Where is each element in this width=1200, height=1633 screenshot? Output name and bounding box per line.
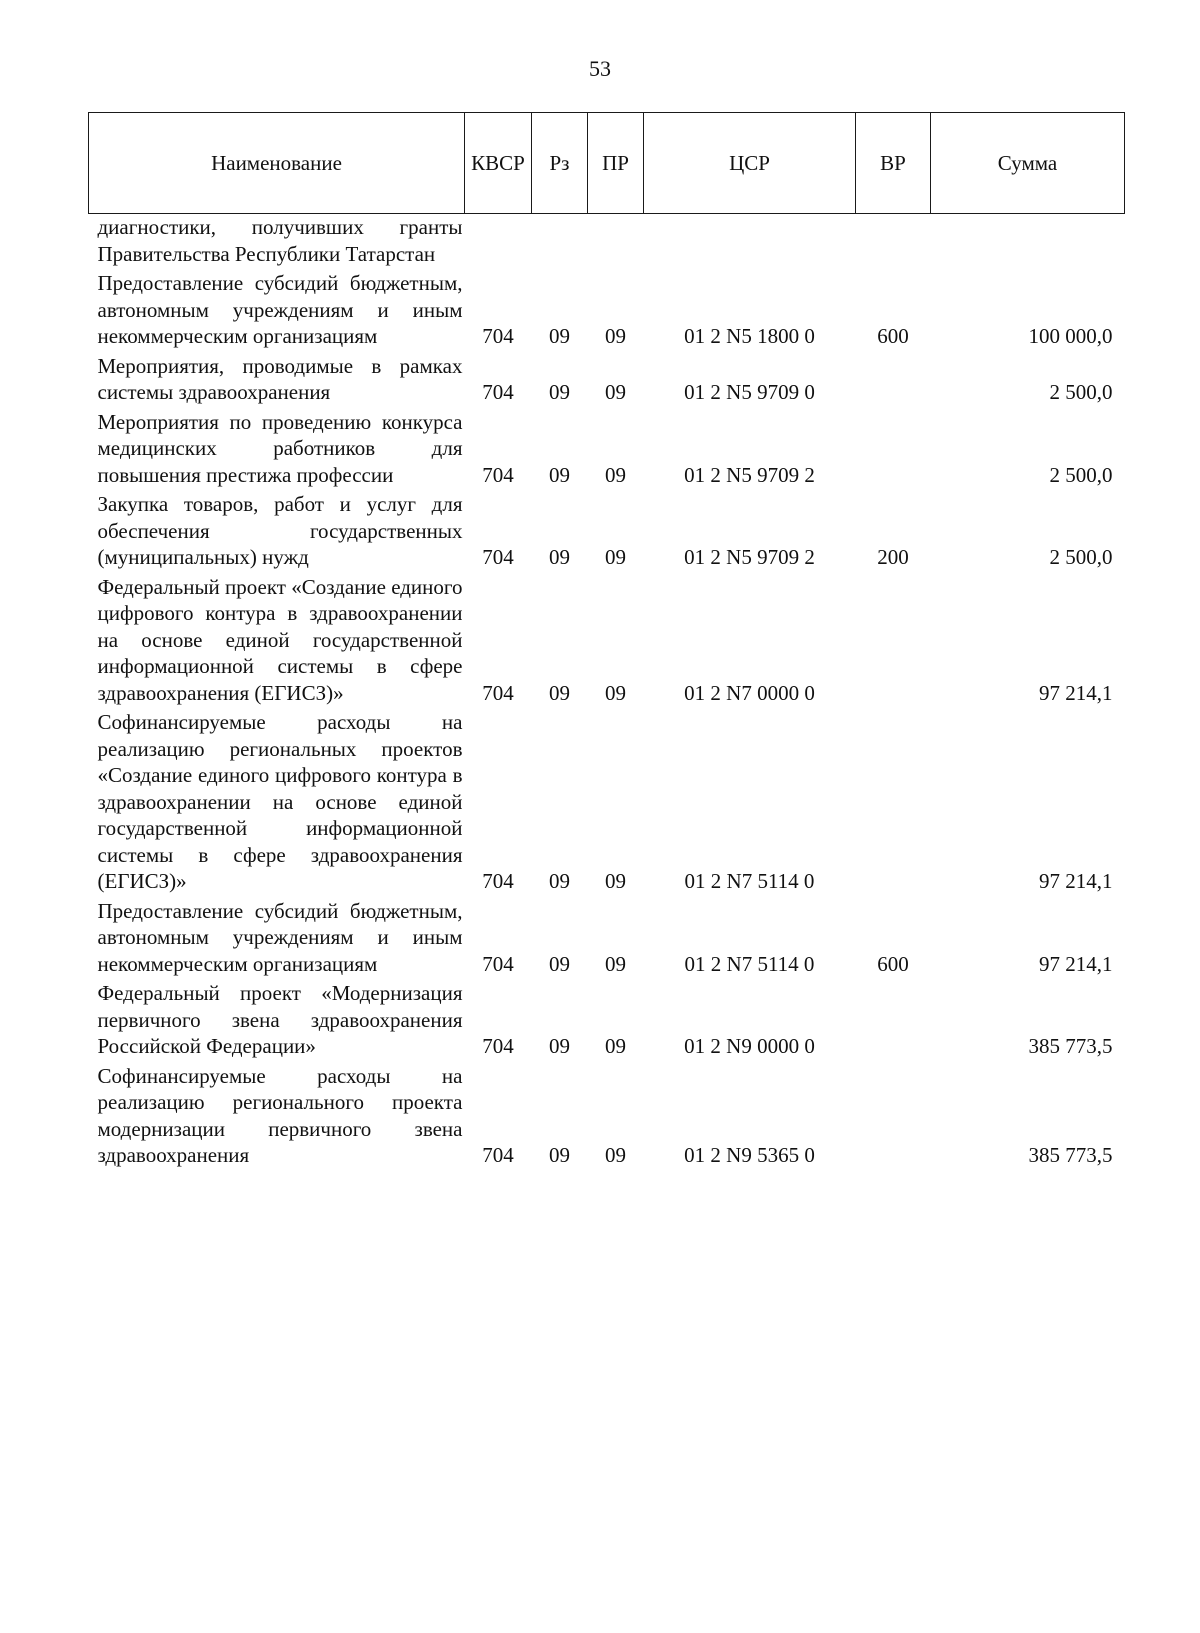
cell-vr: [856, 353, 931, 409]
cell-name: Закупка товаров, работ и услуг для обеспечения государственных (муниципальных) нужд: [97, 492, 463, 569]
cell-pr: 09: [605, 462, 626, 487]
table-row: [89, 898, 1125, 981]
cell-rz: 09: [549, 680, 570, 705]
cell-pr: 09: [605, 680, 626, 705]
cell-sum: 100 000,0: [1028, 324, 1113, 348]
table-row: [89, 574, 1125, 710]
cell-pr: 09: [605, 545, 626, 569]
cell-pr: [588, 214, 644, 271]
cell-csr: 01 2 N7 5114 0: [684, 869, 815, 893]
cell-name: Предоставление субсидий бюджетным, автономным учреждениям и иным некоммерческим организациям: [97, 898, 463, 976]
cell-kvsr: 704: [482, 545, 514, 569]
table-body: [89, 214, 1125, 1172]
cell-csr: 01 2 N9 0000 0: [684, 1034, 815, 1058]
cell-csr: 01 2 N9 5365 0: [684, 1143, 815, 1167]
cell-csr: 01 2 N5 9709 0: [684, 380, 815, 404]
cell-kvsr: [465, 214, 532, 271]
cell-sum: [931, 214, 1125, 271]
table-row: [89, 1063, 1125, 1172]
cell-pr: 09: [605, 380, 626, 404]
cell-sum: 385 773,5: [1028, 1034, 1113, 1058]
cell-name: Софинансируемые расходы на реализацию регионального проекта модернизации первичного звена здравоохранения: [97, 1063, 463, 1167]
table-row: [89, 270, 1125, 353]
header-sum: Сумма: [931, 113, 1125, 214]
cell-kvsr: 704: [482, 680, 514, 705]
cell-name: Федеральный проект «Создание единого цифрового контура в здравоохранении на основе единой государственной информационной системы в сфере здравоохранения (ЕГИСЗ)»: [97, 574, 463, 705]
header-row: [89, 113, 1125, 214]
page-number: 53: [589, 56, 611, 81]
header-name: Наименование: [89, 113, 465, 214]
header-csr: ЦСР: [644, 113, 856, 214]
table-row: [89, 353, 1125, 409]
cell-rz: 09: [549, 1034, 570, 1058]
cell-pr: 09: [605, 1034, 626, 1058]
cell-csr: 01 2 N7 0000 0: [684, 680, 815, 705]
cell-vr: [856, 980, 931, 1063]
cell-rz: 09: [549, 545, 570, 569]
cell-vr: 600: [877, 324, 909, 348]
cell-sum: 2 500,0: [1049, 380, 1113, 404]
cell-sum: 2 500,0: [1049, 545, 1113, 569]
cell-csr: 01 2 N5 9709 2: [684, 545, 815, 569]
cell-csr: 01 2 N7 5114 0: [684, 951, 815, 976]
table-row: [89, 980, 1125, 1063]
cell-name: диагностики, получивших гранты Правительства Республики Татарстан: [97, 215, 463, 266]
cell-kvsr: 704: [482, 951, 514, 976]
cell-rz: 09: [549, 869, 570, 893]
cell-sum: 2 500,0: [1049, 462, 1113, 487]
cell-kvsr: 704: [482, 869, 514, 893]
header-rz: Рз: [532, 113, 588, 214]
cell-vr: [856, 1063, 931, 1172]
cell-pr: 09: [605, 324, 626, 348]
cell-csr: 01 2 N5 9709 2: [684, 462, 815, 487]
cell-csr: [644, 214, 856, 271]
cell-csr: 01 2 N5 1800 0: [684, 324, 815, 348]
cell-kvsr: 704: [482, 324, 514, 348]
cell-rz: 09: [549, 462, 570, 487]
cell-name: Предоставление субсидий бюджетным, автономным учреждениям и иным некоммерческим организациям: [97, 271, 463, 348]
cell-sum: 97 214,1: [1039, 680, 1113, 705]
cell-name: Мероприятия по проведению конкурса медицинских работников для повышения престижа профессии: [97, 409, 463, 487]
cell-rz: 09: [549, 380, 570, 404]
cell-sum: 97 214,1: [1039, 951, 1113, 976]
table-row: [89, 214, 1125, 271]
header-pr: ПР: [588, 113, 644, 214]
cell-vr: [856, 409, 931, 492]
cell-rz: [532, 214, 588, 271]
table-row: [89, 709, 1125, 898]
cell-name: Мероприятия, проводимые в рамках системы здравоохранения: [97, 353, 463, 404]
cell-vr: 200: [877, 545, 909, 569]
cell-vr: [856, 709, 931, 898]
cell-name: Софинансируемые расходы на реализацию региональных проектов «Создание единого цифрового контура в здравоохранении на основе единой государственной информационной системы в сфере здравоохранения (ЕГИСЗ)»: [97, 710, 463, 893]
cell-pr: 09: [605, 869, 626, 893]
cell-rz: 09: [549, 324, 570, 348]
table-row: [89, 409, 1125, 492]
cell-sum: 385 773,5: [1028, 1143, 1113, 1167]
cell-kvsr: 704: [482, 1143, 514, 1167]
budget-table: [88, 112, 1125, 1172]
cell-vr: [856, 574, 931, 710]
cell-kvsr: 704: [482, 1034, 514, 1058]
header-kvsr: КВСР: [465, 113, 532, 214]
header-vr: ВР: [856, 113, 931, 214]
cell-pr: 09: [605, 1143, 626, 1167]
cell-pr: 09: [605, 951, 626, 976]
cell-vr: [856, 214, 931, 271]
cell-vr: 600: [877, 951, 909, 976]
cell-rz: 09: [549, 951, 570, 976]
cell-name: Федеральный проект «Модернизация первичного звена здравоохранения Российской Федерации»: [97, 981, 463, 1058]
cell-rz: 09: [549, 1143, 570, 1167]
cell-kvsr: 704: [482, 462, 514, 487]
cell-kvsr: 704: [482, 380, 514, 404]
table-row: [89, 491, 1125, 574]
cell-sum: 97 214,1: [1039, 869, 1113, 893]
table-header: [89, 113, 1125, 214]
